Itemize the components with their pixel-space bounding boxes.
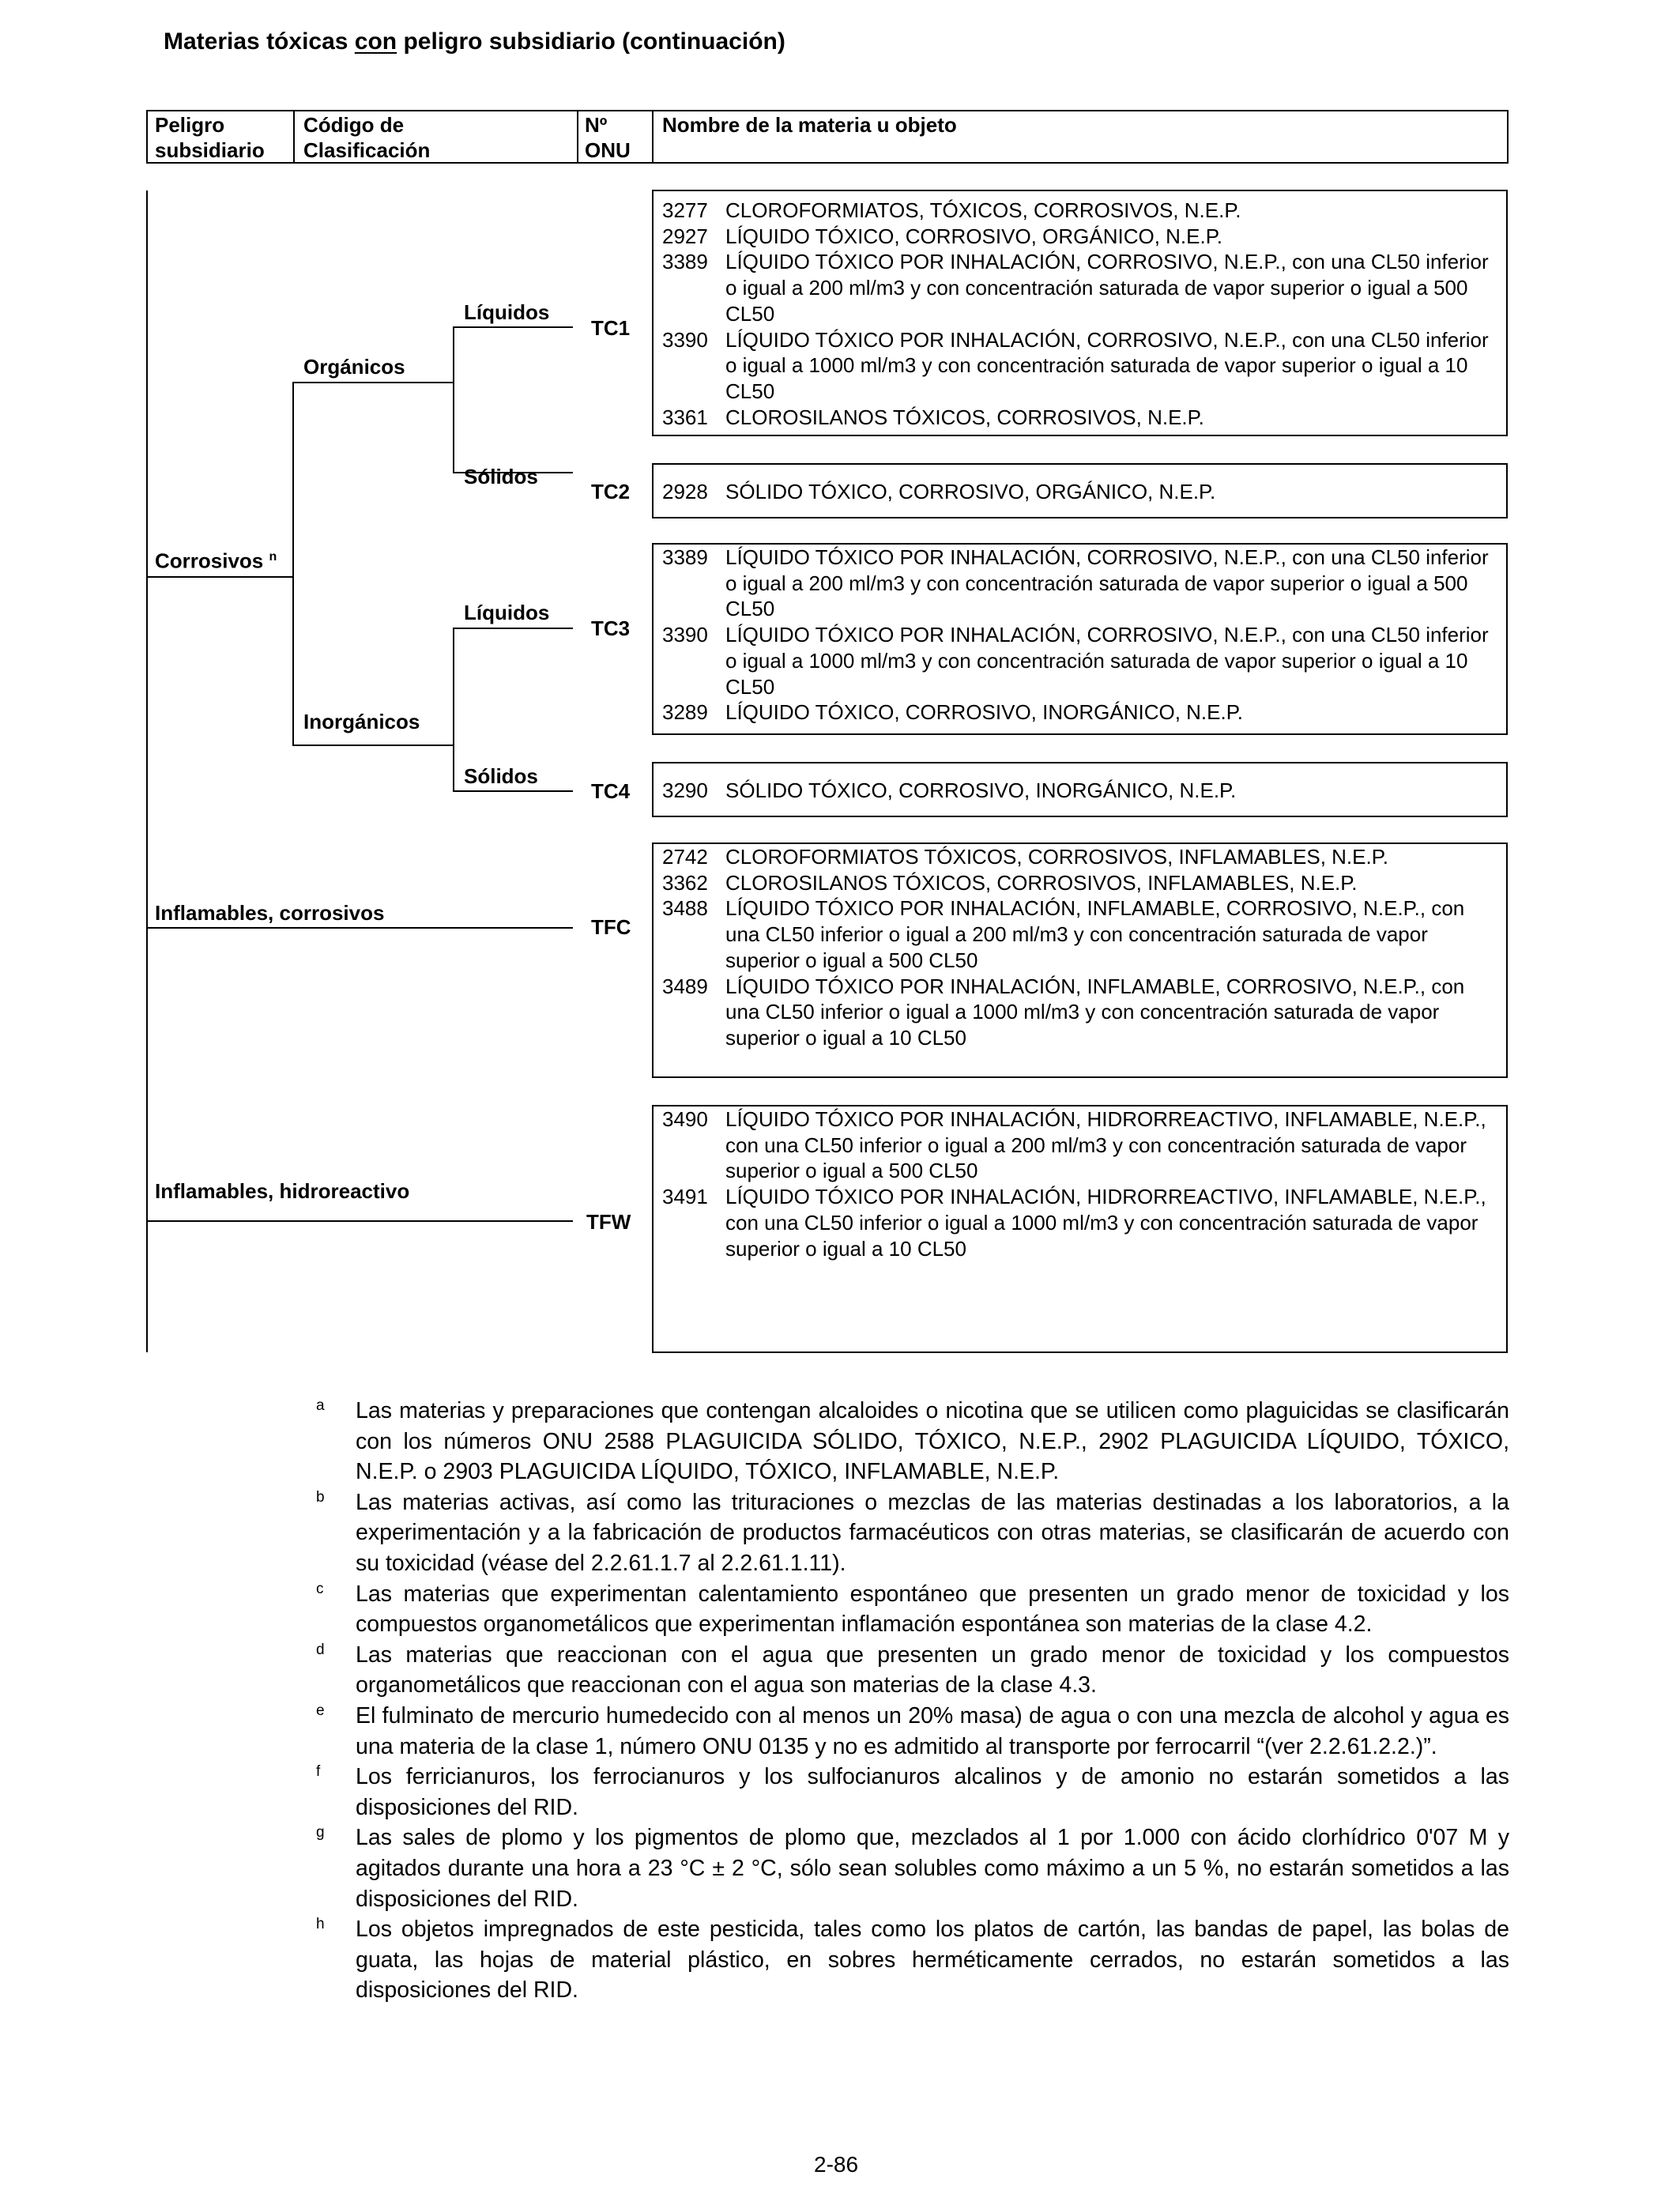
footnote-text: Las sales de plomo y los pigmentos de plomo que, mezclados al 1 por 1.000 con ácido clorhídrico 0'07 M y agitados durante una hora a 23 °C ± 2 °C, sólo sean solubles como máximo a un 5 %, no estarán sometidos a las disposiciones del RID. [356,1825,1509,1912]
un-number: 3389 [662,250,708,274]
footnote-text: Los objetos impregnados de este pesticida, tales como los platos de cartón, las bandas de papel, las bolas de guata, las hojas de material plástico, en sobres herméticamente cerrados, no estarán sometidos a las disposiciones del RID. [356,1917,1509,2004]
un-number: 3289 [662,700,708,725]
footnote [308,1914,1509,2006]
code-tc4: TC4 [591,779,631,803]
entries-tc3 [662,545,1500,726]
footnote-mark: c [316,1580,324,1597]
un-entry [662,974,1500,1051]
footnote-mark: e [316,1702,325,1719]
un-number: 3390 [662,623,708,647]
footnote [308,1640,1509,1701]
footnote [308,1701,1509,1762]
un-entry [662,249,1500,326]
un-description: LÍQUIDO TÓXICO, CORROSIVO, INORGÁNICO, N.E.P. [725,700,1243,725]
entries-tc1 [662,198,1500,430]
un-entry [662,405,1500,431]
header-codigo: Código de Clasificación [303,113,431,162]
un-entry [662,1184,1500,1261]
footnote-mark: h [316,1916,325,1933]
header-peligro: Peligro subsidiario [155,113,265,162]
un-number: 2927 [662,224,708,248]
page-number: 2-86 [814,2152,859,2177]
entries-tc4 [662,778,1500,804]
un-description: SÓLIDO TÓXICO, CORROSIVO, INORGÁNICO, N.E.P. [725,778,1237,802]
footnote [308,1823,1509,1914]
footnotes [308,1396,1509,2006]
un-entry [662,699,1500,726]
un-entry [662,327,1500,405]
un-entry [662,778,1500,804]
header-onu: Nº ONU [585,113,631,162]
un-number: 3362 [662,870,708,895]
un-description: LÍQUIDO TÓXICO POR INHALACIÓN, CORROSIVO, N.E.P., con una CL50 inferior o igual a 200 ml/m3 y con concentración saturada de vapor superior o igual a 500 CL50 [725,545,1489,621]
page-title: Materias tóxicas con peligro subsidiario (continuación) [164,28,785,55]
label-corrosivos: Corrosivos $^n$ [155,548,277,573]
un-description: CLOROFORMIATOS, TÓXICOS, CORROSIVOS, N.E.P. [725,198,1241,222]
footnote-mark: d [316,1641,325,1658]
label-liquidos-organicos: Líquidos [464,300,550,324]
label-organicos: Orgánicos [303,355,405,379]
un-number: 3389 [662,545,708,569]
un-description: CLOROFORMIATOS TÓXICOS, CORROSIVOS, INFLAMABLES, N.E.P. [725,845,1388,869]
footnote-text: El fulminato de mercurio humedecido con al menos un 20% masa) de agua o con una mezcla de alcohol y agua es una materia de la clase 1, número ONU 0135 y no es admitido al transporte por ferrocarril “(ver 2.2.61.2.2.)”. [356,1702,1509,1759]
label-solidos-inorganicos: Sólidos [464,764,538,788]
footnote-mark: b [316,1488,325,1506]
un-entry [662,198,1500,224]
code-tc1: TC1 [591,316,631,340]
footnote [308,1396,1509,1487]
footnote-text: Las materias y preparaciones que contengan alcaloides o nicotina que se utilicen como plaguicidas se clasificarán con los números ONU 2588 PLAGUICIDA SÓLIDO, TÓXICO, N.E.P., 2902 PLAGUICIDA LÍQUIDO, TÓXICO, N.E.P. o 2903 PLAGUICIDA LÍQUIDO, TÓXICO, INFLAMABLE, N.E.P. [356,1398,1509,1485]
un-entry [662,895,1500,973]
header-nombre: Nombre de la materia u objeto [662,113,957,137]
un-number: 3361 [662,405,708,429]
un-entry [662,479,1500,505]
code-tc3: TC3 [591,616,631,640]
un-description: LÍQUIDO TÓXICO, CORROSIVO, ORGÁNICO, N.E.P. [725,224,1222,248]
label-inflamables-corrosivos: Inflamables, corrosivos [155,901,385,925]
un-entry [662,844,1500,870]
un-number: 3277 [662,198,708,222]
un-entry [662,545,1500,622]
code-tc2: TC2 [591,480,631,503]
footnote [308,1762,1509,1823]
footnote-text: Las materias que experimentan calentamiento espontáneo que presenten un grado menor de toxicidad y los compuestos organometálicos que experimentan inflamación espontánea son materias de la clase 4.2. [356,1581,1509,1638]
un-description: LÍQUIDO TÓXICO POR INHALACIÓN, CORROSIVO, N.E.P., con una CL50 inferior o igual a 1000 ml/m3 y con concentración saturada de vapor superior o igual a 10 CL50 [725,623,1489,699]
footnote-mark: f [316,1763,321,1781]
footnote-text: Las materias que reaccionan con el agua que presenten un grado menor de toxicidad y los compuestos organometálicos que reaccionan con el agua son materias de la clase 4.3. [356,1642,1509,1698]
un-entry [662,224,1500,250]
entries-tc2 [662,479,1500,505]
un-number: 3290 [662,778,708,802]
un-entry [662,1106,1500,1184]
footnote-text: Las materias activas, así como las trituraciones o mezclas de las materias destinadas a los laboratorios, a la experimentación y a la fabricación de productos farmacéuticos con otras materias, se clasificarán de acuerdo con su toxicidad (véase del 2.2.61.1.7 al 2.2.61.1.11). [356,1489,1509,1576]
un-description: SÓLIDO TÓXICO, CORROSIVO, ORGÁNICO, N.E.P. [725,480,1216,503]
un-description: LÍQUIDO TÓXICO POR INHALACIÓN, CORROSIVO, N.E.P., con una CL50 inferior o igual a 200 ml/m3 y con concentración saturada de vapor superior o igual a 500 CL50 [725,250,1489,326]
un-number: 2928 [662,480,708,503]
un-description: LÍQUIDO TÓXICO POR INHALACIÓN, CORROSIVO, N.E.P., con una CL50 inferior o igual a 1000 ml/m3 y con concentración saturada de vapor superior o igual a 10 CL50 [725,327,1489,403]
un-entry [662,622,1500,699]
un-description: LÍQUIDO TÓXICO POR INHALACIÓN, HIDRORREACTIVO, INFLAMABLE, N.E.P., con una CL50 inferior o igual a 200 ml/m3 y con concentración saturada de vapor superior o igual a 500 CL50 [725,1107,1486,1183]
un-description: CLOROSILANOS TÓXICOS, CORROSIVOS, N.E.P. [725,405,1204,429]
code-tfw: TFW [586,1210,631,1234]
code-tfc: TFC [591,915,631,939]
un-number: 3489 [662,974,708,998]
un-number: 3390 [662,327,708,352]
un-description: CLOROSILANOS TÓXICOS, CORROSIVOS, INFLAMABLES, N.E.P. [725,870,1358,895]
footnote-text: Los ferricianuros, los ferrocianuros y los sulfocianuros alcalinos y de amonio no estarán sometidos a las disposiciones del RID. [356,1764,1509,1820]
un-description: LÍQUIDO TÓXICO POR INHALACIÓN, INFLAMABLE, CORROSIVO, N.E.P., con una CL50 inferior o igual a 1000 ml/m3 y con concentración saturada de vapor superior o igual a 10 CL50 [725,974,1465,1050]
footnote-mark: g [316,1824,325,1842]
footnote [308,1487,1509,1579]
label-inflamables-hidroreactivo: Inflamables, hidroreactivo [155,1179,410,1203]
un-number: 3490 [662,1107,708,1131]
entries-tfc [662,844,1500,1051]
un-description: LÍQUIDO TÓXICO POR INHALACIÓN, HIDRORREACTIVO, INFLAMABLE, N.E.P., con una CL50 inferior o igual a 1000 ml/m3 y con concentración saturada de vapor superior o igual a 10 CL50 [725,1185,1486,1261]
un-description: LÍQUIDO TÓXICO POR INHALACIÓN, INFLAMABLE, CORROSIVO, N.E.P., con una CL50 inferior o igual a 200 ml/m3 y con concentración saturada de vapor superior o igual a 500 CL50 [725,896,1465,972]
footnote [308,1579,1509,1640]
un-number: 3488 [662,896,708,921]
un-entry [662,870,1500,896]
un-number: 2742 [662,845,708,869]
label-liquidos-inorganicos: Líquidos [464,601,550,624]
footnote-mark: a [316,1397,325,1414]
entries-tfw [662,1106,1500,1261]
label-solidos-organicos: Sólidos [464,465,538,488]
un-number: 3491 [662,1185,708,1209]
label-inorganicos: Inorgánicos [303,710,420,733]
